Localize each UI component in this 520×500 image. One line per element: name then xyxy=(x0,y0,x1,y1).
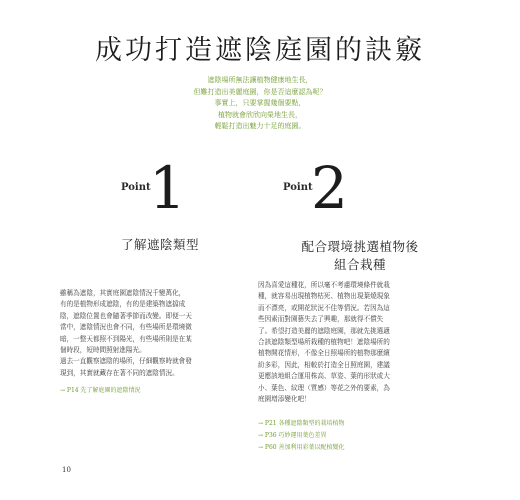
reference-link[interactable]: → P21 各種遮陰類型的栽培植物 xyxy=(258,420,345,427)
point-2-marker xyxy=(283,154,353,222)
body-line: 了。希望打造美麗的遮陰庭園，那就先挑選適 xyxy=(258,326,390,335)
body-line: 更應該地組合運用株高、草姿、葉的形狀或大 xyxy=(258,372,390,381)
point-label: Point xyxy=(121,182,151,193)
heading-line: 組合栽種 xyxy=(333,257,386,272)
reference-link[interactable]: → P14 先了解庭園的遮陰情況 xyxy=(60,387,141,394)
body-line: 種，就容易出現植物枯死、植物出現葉燒現象 xyxy=(258,292,390,301)
point-2-references xyxy=(258,418,345,454)
point-1-body xyxy=(60,288,260,379)
page-title: 成功打造遮陰庭園的訣竅 xyxy=(95,35,425,66)
point-1-marker xyxy=(121,154,186,222)
body-line: 雖稱為遮陰，其實庭園遮陰情況千變萬化， xyxy=(60,289,186,297)
intro-line: 但難打造出美麗庭園，你是否這麼認為呢？ xyxy=(193,87,327,96)
body-line: 現到，其實就藏存在著不同的遮陰情況。 xyxy=(60,368,179,377)
point-2-heading xyxy=(255,238,465,274)
heading-line: 了解遮陰類型 xyxy=(120,237,199,252)
body-line: 個時段，短時間照射進陽光。 xyxy=(60,346,146,355)
intro-line: 輕鬆打造出魅力十足的庭園。 xyxy=(214,122,306,130)
point-1-heading xyxy=(60,235,260,253)
intro-paragraph xyxy=(0,75,520,133)
body-line: 些因素而對園藝失去了興趣，那就得不償失 xyxy=(258,315,384,324)
page-number: 10 xyxy=(62,466,71,474)
intro-line: 植物就會欣欣向榮地生長， xyxy=(218,110,302,119)
body-line: 有的是植物形成遮陰，有的是建築物遮擋成 xyxy=(60,300,186,309)
body-line: 小、葉色、紋理（質感）等花之外的要素，為 xyxy=(258,383,390,392)
body-line: 陰，遮陰位置也會隨著季節而改變。即便一天 xyxy=(60,311,192,320)
body-line: 植物開花情形，不像全日照場所的植物那麼繽 xyxy=(258,349,390,358)
reference-link[interactable]: → P60 善加利用彩葉以配植變化 xyxy=(258,444,345,451)
point-2-body xyxy=(258,280,468,405)
body-line: 庭園增添變化吧！ xyxy=(258,395,311,404)
reference-link[interactable]: → P36 巧妙運用葉色差異 xyxy=(258,432,327,439)
body-line: 暗，一整天都照不到陽光，有些場所則是在某 xyxy=(60,334,192,343)
point-label: Point xyxy=(283,182,313,193)
body-line: 因為喜愛這種花，所以毫不考慮環境條件就栽 xyxy=(258,281,390,289)
body-line: 紛多彩，因此，相較於打造全日照庭園，建議 xyxy=(258,360,390,369)
heading-line: 配合環境挑選植物後 xyxy=(301,239,419,254)
point-number: 2 xyxy=(311,154,348,222)
intro-line: 遮陰場所無法讓植物健康地生長， xyxy=(207,76,313,84)
point-1-references xyxy=(60,385,141,397)
point-number: 1 xyxy=(149,154,186,222)
body-line: 過去一直觀察遮陰的場所，仔細觀察時就會發 xyxy=(60,357,192,366)
intro-line: 事實上，只要掌握幾個要點， xyxy=(214,99,306,107)
body-line: 而不漂亮，或開花狀況不佳等情況。若因為這 xyxy=(258,303,390,312)
body-line: 當中，遮陰情況也會不同，有些場所是環境微 xyxy=(60,323,192,332)
body-line: 合該遮陰類型場所栽種的植物吧！遮陰場所的 xyxy=(258,338,390,347)
